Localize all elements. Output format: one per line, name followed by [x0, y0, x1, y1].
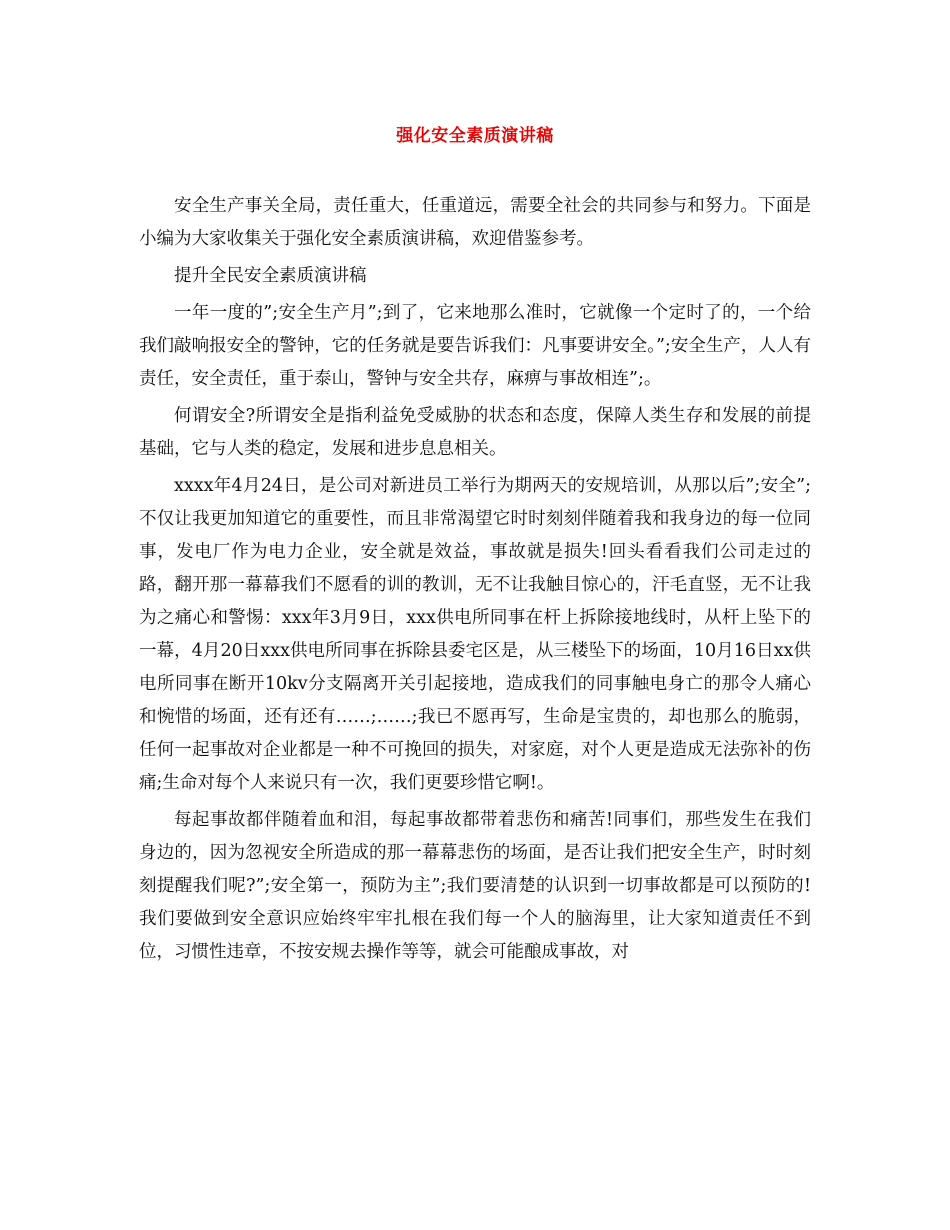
body-paragraph: 一年一度的”;安全生产月”;到了，它来地那么准时，它就像一个定时了的，一个给我们敲响报安全的警钟，它的任务就是要告诉我们：凡事要讲安全。”;安全生产，人人有责任，安全责任，重于泰山，警钟与安全共存，麻痹与事故相连”;。 [139, 303, 811, 389]
section-heading: 提升全民安全素质演讲稿 [174, 266, 367, 286]
body-paragraph: 每起事故都伴随着血和泪，每起事故都带着悲伤和痛苦!同事们，那些发生在我们身边的，因为忽视安全所造成的那一幕幕悲伤的场面，是否让我们把安全生产，时时刻刻提醒我们呢?”;安全第一，预防为主”;我们要清楚的认识到一切事故都是可以预防的!我们要做到安全意识应始终牢牢扎根在我们每一个人的脑海里，让大家知道责任不到位，习惯性违章，不按安规去操作等等，就会可能酿成事故，对 [139, 810, 811, 962]
body-paragraph: 何谓安全?所谓安全是指利益免受威胁的状态和态度，保障人类生存和发展的前提基础，它与人类的稳定，发展和进步息息相关。 [139, 406, 811, 459]
document-body [139, 190, 811, 973]
intro-paragraph: 安全生产事关全局，责任重大，任重道远，需要全社会的共同参与和努力。下面是小编为大家收集关于强化安全素质演讲稿，欢迎借鉴参考。 [139, 196, 811, 249]
document-title: 强化安全素质演讲稿 [396, 126, 554, 146]
body-paragraph: xxxx年4月24日，是公司对新进员工举行为期两天的安规培训，从那以后”;安全”;不仅让我更加知道它的重要性，而且非常渴望它时时刻刻伴随着我和我身边的每一位同事，发电厂作为电力企业，安全就是效益，事故就是损失!回头看看我们公司走过的路，翻开那一幕幕我们不愿看的训的教训，无不让我触目惊心的，汗毛直竖，无不让我为之痛心和警惕：xxx年3月9日，xxx供电所同事在杆上拆除接地线时，从杆上坠下的一幕，4月20日xxx供电所同事在拆除县委宅区是，从三楼坠下的场面，10月16日xx供电所同事在断开10kv分支隔离开关引起接地，造成我们的同事触电身亡的那令人痛心和惋惜的场面，还有还有……;……;我已不愿再写，生命是宝贵的，却也那么的脆弱，任何一起事故对企业都是一种不可挽回的损失，对家庭，对个人更是造成无法弥补的伤痛;生命对每个人来说只有一次，我们更要珍惜它啊!。 [139, 476, 811, 793]
